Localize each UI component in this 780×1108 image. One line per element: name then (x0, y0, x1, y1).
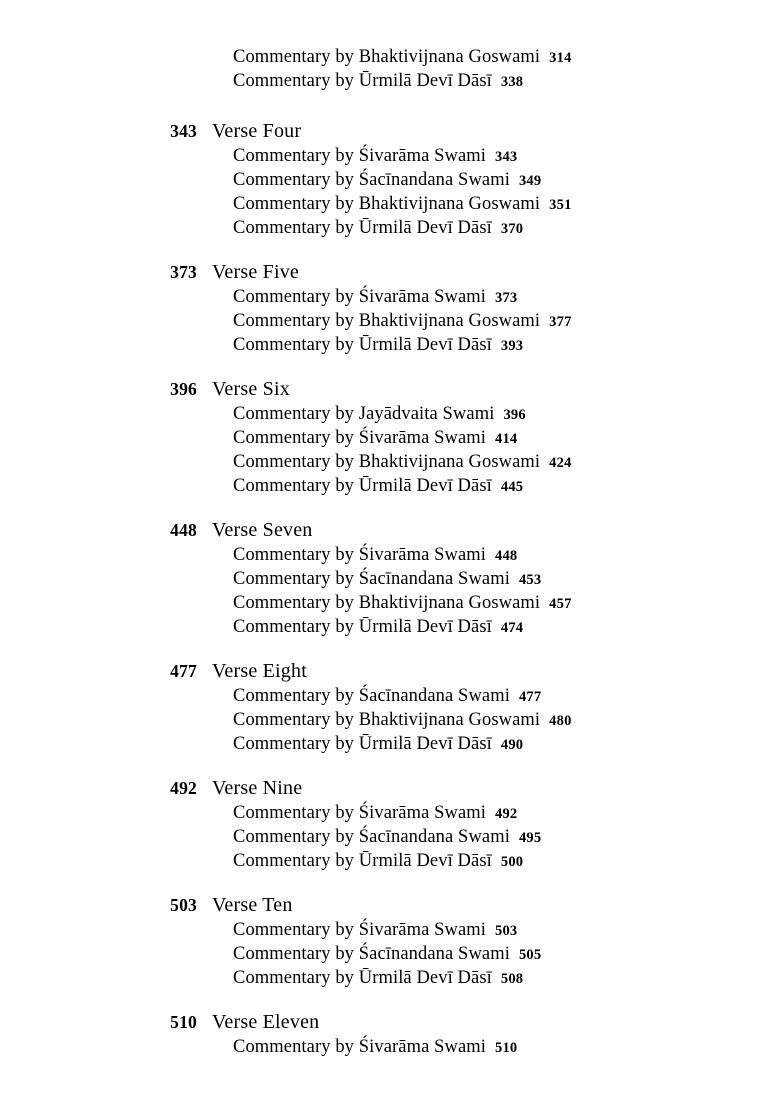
toc-entry-page: 370 (500, 221, 524, 237)
toc-entry-label: Commentary by Ūrmilā Devī Dāsī (233, 968, 492, 988)
toc-entry-page: 377 (549, 314, 572, 330)
toc-entry-label: Commentary by Śacīnandana Swami (233, 686, 510, 706)
toc-entry[interactable] (0, 686, 780, 707)
toc-section-page: 396 (170, 379, 197, 399)
toc-section-title: Verse Five (212, 261, 299, 283)
toc-entry-label: Commentary by Ūrmilā Devī Dāsī (233, 617, 492, 637)
toc-entry[interactable] (0, 968, 780, 989)
toc-entry-page: 393 (500, 338, 524, 354)
toc-section-page: 510 (170, 1012, 197, 1032)
toc-entry-label: Commentary by Ūrmilā Devī Dāsī (233, 734, 492, 754)
toc-section-page: 492 (170, 778, 197, 798)
toc-section-title: Verse Four (212, 120, 302, 142)
toc-entry[interactable] (0, 710, 780, 731)
toc-entry-label: Commentary by Ūrmilā Devī Dāsī (233, 476, 492, 496)
toc-section-page: 477 (170, 661, 197, 681)
toc-entry-page: 349 (518, 173, 542, 189)
toc-entry[interactable] (0, 170, 780, 191)
toc-entry-page: 414 (495, 431, 518, 447)
toc-section-page: 373 (170, 262, 197, 282)
toc-entry[interactable] (0, 476, 780, 497)
toc-entry-label: Commentary by Ūrmilā Devī Dāsī (233, 218, 492, 238)
toc-section (0, 378, 780, 497)
toc-entry-label: Commentary by Śacīnandana Swami (233, 569, 510, 589)
toc-entry-label: Commentary by Śacīnandana Swami (233, 170, 510, 190)
toc-entry-page: 343 (495, 149, 518, 165)
toc-entry-label: Commentary by Bhaktivijnana Goswami (233, 311, 541, 331)
toc-section-header[interactable] (0, 378, 780, 401)
toc-entry[interactable] (0, 194, 780, 215)
toc-entry-label: Commentary by Śivarāma Swami (233, 803, 487, 823)
toc-entry-page: 314 (549, 50, 572, 66)
toc-entry-page: 448 (495, 548, 518, 564)
toc-entry[interactable] (0, 617, 780, 638)
toc-section (0, 120, 780, 239)
toc-entry-page: 492 (495, 806, 518, 822)
toc-section (0, 519, 780, 638)
toc-section (0, 660, 780, 755)
toc-entry[interactable] (0, 311, 780, 332)
toc-entry-page: 490 (500, 737, 524, 753)
toc-entry-page: 480 (549, 713, 572, 729)
toc-entry-label: Commentary by Ūrmilā Devī Dāsī (233, 851, 492, 871)
toc-entry-page: 505 (518, 947, 542, 963)
toc-entry[interactable] (0, 803, 780, 824)
toc-entry[interactable] (0, 827, 780, 848)
toc-entry-page: 453 (518, 572, 542, 588)
toc-entry-label: Commentary by Śacīnandana Swami (233, 827, 510, 847)
toc-entry-label: Commentary by Ūrmilā Devī Dāsī (233, 335, 492, 355)
toc-entry-label: Commentary by Jayādvaita Swami (233, 404, 495, 424)
toc-section (0, 777, 780, 872)
toc-entry[interactable] (0, 146, 780, 167)
toc-entry[interactable] (0, 944, 780, 965)
toc-entry[interactable] (0, 335, 780, 356)
toc-entry-page: 503 (495, 923, 518, 939)
toc-entry-label: Commentary by Bhaktivijnana Goswami (233, 194, 541, 214)
toc-entry-label: Commentary by Bhaktivijnana Goswami (233, 47, 541, 67)
toc-entry-label: Commentary by Śacīnandana Swami (233, 944, 510, 964)
toc-entry-label: Commentary by Śivarāma Swami (233, 287, 487, 307)
toc-entry-label: Commentary by Śivarāma Swami (233, 146, 487, 166)
toc-entry-label: Commentary by Bhaktivijnana Goswami (233, 593, 541, 613)
toc-entry[interactable] (0, 287, 780, 308)
toc-section-header[interactable] (0, 519, 780, 542)
toc-section-page: 503 (170, 895, 197, 915)
toc-entry-page: 500 (500, 854, 524, 870)
toc-entry-page: 508 (500, 971, 524, 987)
toc-entry-label: Commentary by Bhaktivijnana Goswami (233, 710, 541, 730)
toc-section-header[interactable] (0, 120, 780, 143)
toc-section-header[interactable] (0, 1011, 780, 1034)
toc-entry[interactable] (0, 428, 780, 449)
toc-entry[interactable] (0, 920, 780, 941)
toc-section-title: Verse Nine (212, 777, 303, 799)
toc-entry-label: Commentary by Śivarāma Swami (233, 1037, 487, 1057)
toc-section-title: Verse Seven (212, 519, 313, 541)
toc-section (0, 261, 780, 356)
toc-section-header[interactable] (0, 894, 780, 917)
toc-entry[interactable] (0, 851, 780, 872)
toc-entry[interactable] (0, 1037, 780, 1058)
toc-entry-page: 445 (500, 479, 524, 495)
toc-entry-label: Commentary by Bhaktivijnana Goswami (233, 452, 541, 472)
table-of-contents (0, 47, 780, 1058)
toc-entry[interactable] (0, 593, 780, 614)
toc-entry-label: Commentary by Śivarāma Swami (233, 920, 487, 940)
toc-entry-page: 373 (495, 290, 518, 306)
toc-entry[interactable] (0, 71, 780, 92)
toc-entry[interactable] (0, 47, 780, 68)
toc-entry-page: 457 (549, 596, 572, 612)
toc-section-page: 343 (170, 121, 197, 141)
toc-entry-page: 474 (500, 620, 524, 636)
toc-entry[interactable] (0, 452, 780, 473)
continued-entries (0, 47, 780, 92)
toc-section-header[interactable] (0, 261, 780, 284)
toc-entry-page: 351 (549, 197, 572, 213)
toc-entry[interactable] (0, 545, 780, 566)
toc-section-title: Verse Eleven (212, 1011, 320, 1033)
toc-entry-page: 495 (518, 830, 542, 846)
toc-section (0, 1011, 780, 1058)
toc-section-page: 448 (170, 520, 197, 540)
toc-section-title: Verse Six (212, 378, 290, 400)
toc-entry-label: Commentary by Śivarāma Swami (233, 545, 487, 565)
toc-entry-page: 424 (549, 455, 572, 471)
toc-entry[interactable] (0, 218, 780, 239)
toc-section-title: Verse Ten (212, 894, 293, 916)
toc-section-header[interactable] (0, 660, 780, 683)
toc-entry-page: 338 (500, 74, 524, 90)
toc-entry[interactable] (0, 734, 780, 755)
toc-entry-label: Commentary by Ūrmilā Devī Dāsī (233, 71, 492, 91)
toc-entry-label: Commentary by Śivarāma Swami (233, 428, 487, 448)
toc-entry-page: 396 (503, 407, 526, 423)
toc-section-title: Verse Eight (212, 660, 307, 682)
toc-section-header[interactable] (0, 777, 780, 800)
toc-entry-page: 477 (518, 689, 542, 705)
toc-section (0, 894, 780, 989)
toc-entry-page: 510 (495, 1040, 518, 1056)
toc-entry[interactable] (0, 569, 780, 590)
toc-entry[interactable] (0, 404, 780, 425)
